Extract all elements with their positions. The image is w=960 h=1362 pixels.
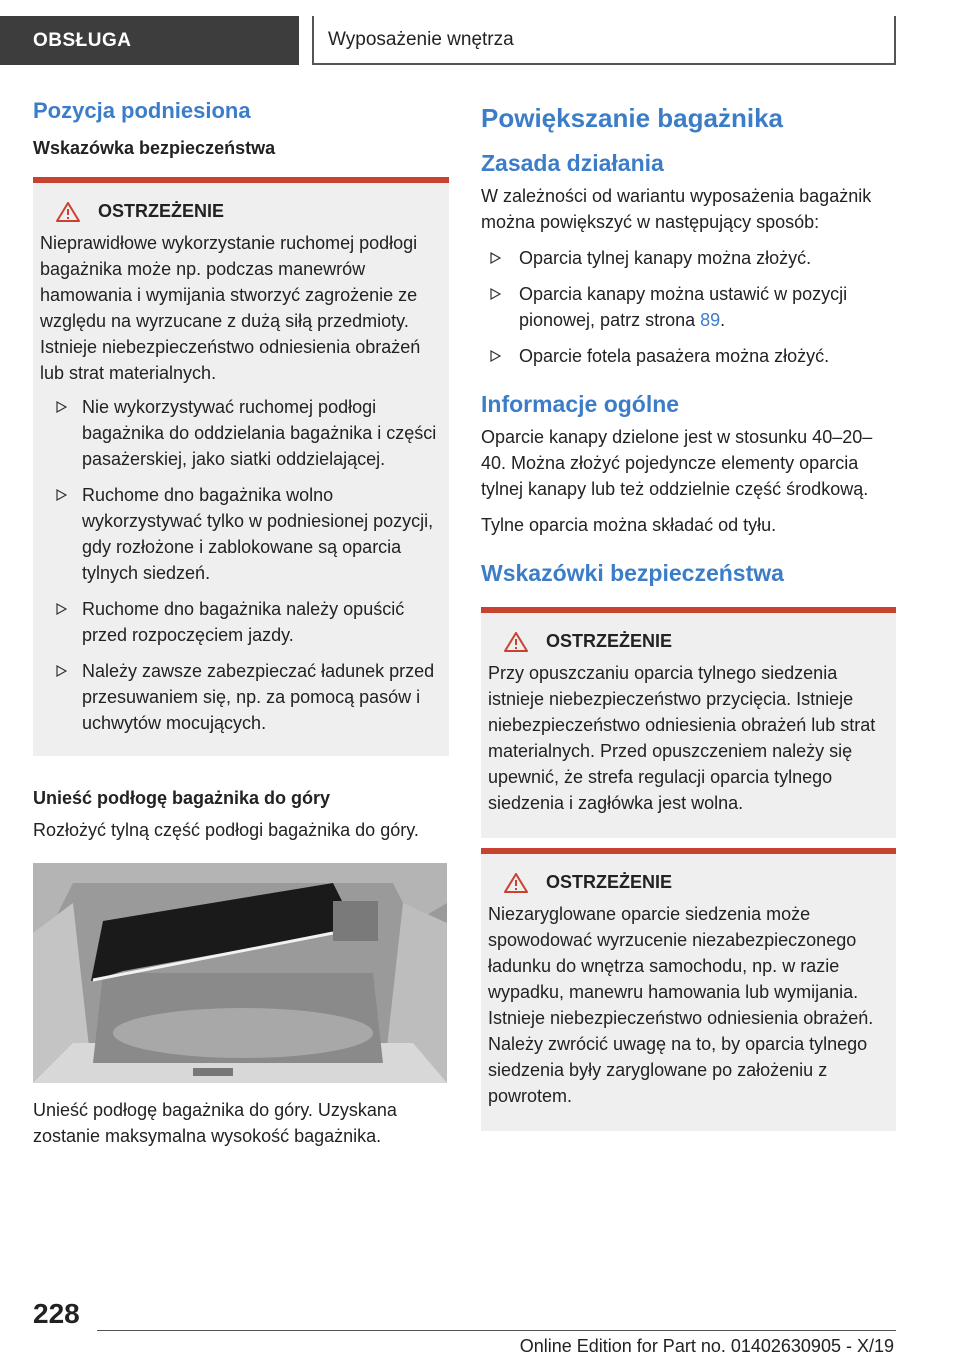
- list-item: Należy zawsze zabezpieczać ładunek przed przesuwaniem się, np. za pomocą pasów i uchwytów mocujących.: [40, 658, 441, 736]
- warning-title-text: OSTRZEŻENIE: [546, 631, 673, 651]
- warning-title: [488, 872, 888, 893]
- general-info-text: Oparcie kanapy dzielone jest w stosunku 40–20–40. Można złożyć pojedyncze elementy oparcia tylnej kanapy lub też oddzielnie część środkową.: [481, 427, 873, 499]
- bullet-triangle-icon: [490, 350, 501, 362]
- list-item: Nie wykorzystywać ruchomej podłogi bagażnika do oddzielania bagażnika i części pasażerskiej, jako siatki oddzielającej.: [40, 394, 441, 472]
- warning-title: [40, 201, 441, 222]
- warning-box: [481, 607, 896, 838]
- enlarge-options-list: [481, 245, 896, 369]
- enlarge-trunk-title: Powiększanie bagażnika: [481, 103, 784, 133]
- list-item: Oparcia tylnej kanapy można złożyć.: [481, 245, 896, 271]
- footer-divider: [97, 1330, 896, 1331]
- chapter-header: [312, 16, 896, 65]
- page-reference-link[interactable]: 89: [700, 310, 721, 330]
- raise-floor-heading: Unieść podłogę bagażnika do góry: [33, 788, 331, 808]
- right-column: [481, 98, 896, 1131]
- section-tab: [0, 16, 299, 65]
- raise-floor-text: Rozłożyć tylną część podłogi bagażnika do góry.: [33, 820, 419, 840]
- warning-triangle-icon: [504, 873, 528, 893]
- bullet-triangle-icon: [56, 665, 67, 677]
- warning-text: Nieprawidłowe wykorzystanie ruchomej podłogi bagażnika może np. podczas manewrów hamowania i wymijania stworzyć zagrożenie ze względu na wyrzucane z dużą siłą przedmioty. Istnieje niebezpieczeństwo odniesienia obrażeń lub strat materialnych.: [40, 233, 421, 383]
- warning-text: Niezaryglowane oparcie siedzenia może spowodować wyrzucenie niezabezpieczonego ładunku do wnętrza samochodu, np. w razie wypadku, manewru hamowania lub wymijania. Istnieje niebezpieczeństwo odniesienia obrażeń. Należy zwrócić uwagę na to, by oparcia tylnego siedzenia były zaryglowane po założeniu z powrotem.: [488, 904, 874, 1106]
- principle-heading: Zasada działania: [481, 150, 664, 176]
- raised-position-title: Pozycja podniesiona: [33, 98, 251, 123]
- safety-note-heading: Wskazówka bezpieczeństwa: [33, 138, 276, 158]
- chapter-label: Wyposażenie wnętrza: [328, 28, 514, 50]
- illustration-caption: Unieść podłogę bagażnika do góry. Uzyskana zostanie maksymalna wysokość bagażnika.: [33, 1100, 397, 1146]
- warning-text: Przy opuszczaniu oparcia tylnego siedzenia istnieje niebezpieczeństwo przycięcia. Istnieje niebezpieczeństwo odniesienia obrażeń lub strat materialnych. Przed opuszczeniem należy się upewnić, że strefa regulacji oparcia tylnego siedzenia i zagłówka jest wolna.: [488, 663, 876, 813]
- general-info-text-2: Tylne oparcia można składać od tyłu.: [481, 515, 777, 535]
- principle-text: W zależności od wariantu wyposażenia bagażnik można powiększyć w następujący sposób:: [481, 186, 872, 232]
- bullet-triangle-icon: [490, 252, 501, 264]
- bullet-triangle-icon: [56, 603, 67, 615]
- general-info-heading: Informacje ogólne: [481, 391, 680, 417]
- warning-triangle-icon: [504, 632, 528, 652]
- left-column: [33, 98, 449, 1159]
- warning-box: [481, 848, 896, 1131]
- trunk-floor-illustration: [33, 863, 447, 1083]
- bullet-triangle-icon: [56, 401, 67, 413]
- warning-title: [488, 631, 888, 652]
- list-item: Ruchome dno bagażnika wolno wykorzystywać tylko w podniesionej pozycji, gdy rozłożone i zablokowane są oparcia tylnych siedzeń.: [40, 482, 441, 586]
- bullet-triangle-icon: [56, 489, 67, 501]
- list-item: Oparcia kanapy można ustawić w pozycji pionowej, patrz strona 89.: [481, 281, 896, 333]
- page-number: 228: [33, 1298, 80, 1329]
- edition-note: Online Edition for Part no. 01402630905 - X/19: [519, 1336, 894, 1356]
- safety-notes-heading: Wskazówki bezpieczeństwa: [481, 560, 784, 586]
- warning-list: [40, 394, 441, 736]
- warning-title-text: OSTRZEŻENIE: [546, 872, 673, 892]
- list-item: Ruchome dno bagażnika należy opuścić przed rozpoczęciem jazdy.: [40, 596, 441, 648]
- warning-title-text: OSTRZEŻENIE: [98, 201, 225, 221]
- bullet-triangle-icon: [490, 288, 501, 300]
- list-item: Oparcie fotela pasażera można złożyć.: [481, 343, 896, 369]
- warning-triangle-icon: [56, 202, 80, 222]
- section-label: OBSŁUGA: [33, 29, 132, 51]
- warning-box: [33, 177, 449, 756]
